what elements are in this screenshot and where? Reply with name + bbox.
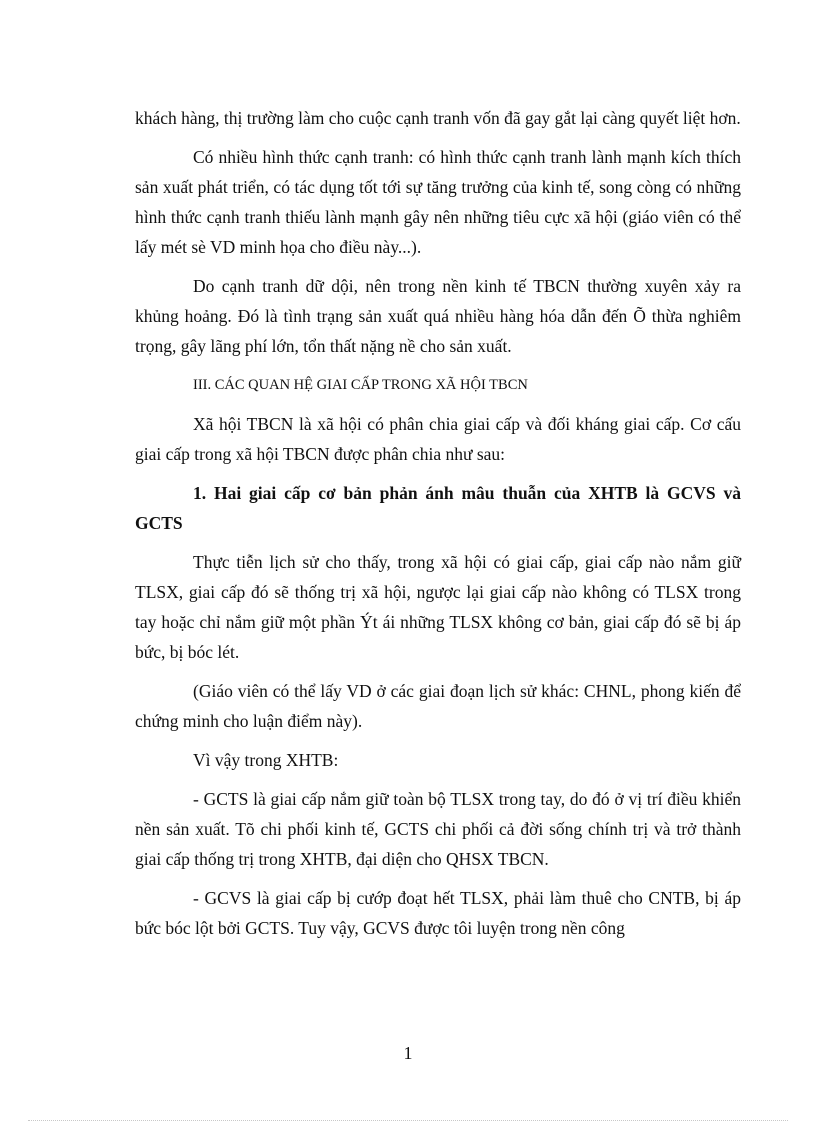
paragraph-competition-forms: Có nhiều hình thức cạnh tranh: có hình thức cạnh tranh lành mạnh kích thích sản xuất phát triển, có tác dụng tốt tới sự tăng trưởng của kinh tế, song còng có những hình thức cạnh tranh thiếu lành mạnh gây nên những tiêu cực xã hội (giáo viên có thể lấy mét sè VD minh họa cho điều này...). (135, 147, 741, 257)
paragraph-therefore: Vì vậy trong XHTB: (193, 750, 339, 770)
paragraph-gcvs: - GCVS là giai cấp bị cướp đoạt hết TLSX, phải làm thuê cho CNTB, bị áp bức bóc lột bởi GCTS. Tuy vậy, GCVS được tôi luyện trong nền công (135, 888, 741, 938)
paragraph-continuation: khách hàng, thị trường làm cho cuộc cạnh tranh vốn đã gay gắt lại càng quyết liệt hơn. (135, 108, 741, 128)
paragraph-class-intro: Xã hội TBCN là xã hội có phân chia giai cấp và đối kháng giai cấp. Cơ cấu giai cấp trong xã hội TBCN được phân chia như sau: (135, 414, 741, 464)
document-page (135, 103, 741, 952)
section-heading: III. CÁC QUAN HỆ GIAI CẤP TRONG XÃ HỘI TBCN (193, 377, 528, 393)
paragraph-gcts: - GCTS là giai cấp nắm giữ toàn bộ TLSX trong tay, do đó ở vị trí điều khiển nền sản xuất. Tõ chi phối kinh tế, GCTS chi phối cả đời sống chính trị và trở thành giai cấp thống trị trong XHTB, đại diện cho QHSX TBCN. (135, 789, 741, 869)
page-number: 1 (403, 1043, 413, 1063)
paragraph-teacher-note: (Giáo viên có thể lấy VD ở các giai đoạn lịch sử khác: CHNL, phong kiến để chứng minh cho luận điểm này). (135, 681, 741, 731)
footer-divider (28, 1120, 788, 1121)
paragraph-history: Thực tiễn lịch sử cho thấy, trong xã hội có giai cấp, giai cấp nào nắm giữ TLSX, giai cấp đó sẽ thống trị xã hội, ngược lại giai cấp nào không có TLSX trong tay hoặc chỉ nắm giữ một phần Ýt ái những TLSX không cơ bản, giai cấp đó sẽ bị áp bức, bị bóc lét. (135, 552, 741, 662)
subheading: 1. Hai giai cấp cơ bản phản ánh mâu thuẫn của XHTB là GCVS và GCTS (135, 483, 741, 533)
paragraph-crisis: Do cạnh tranh dữ dội, nên trong nền kinh tế TBCN thường xuyên xảy ra khủng hoảng. Đó là tình trạng sản xuất quá nhiều hàng hóa dẫn đến Õ thừa nghiêm trọng, gây lãng phí lớn, tổn thất nặng nề cho sản xuất. (135, 276, 741, 356)
